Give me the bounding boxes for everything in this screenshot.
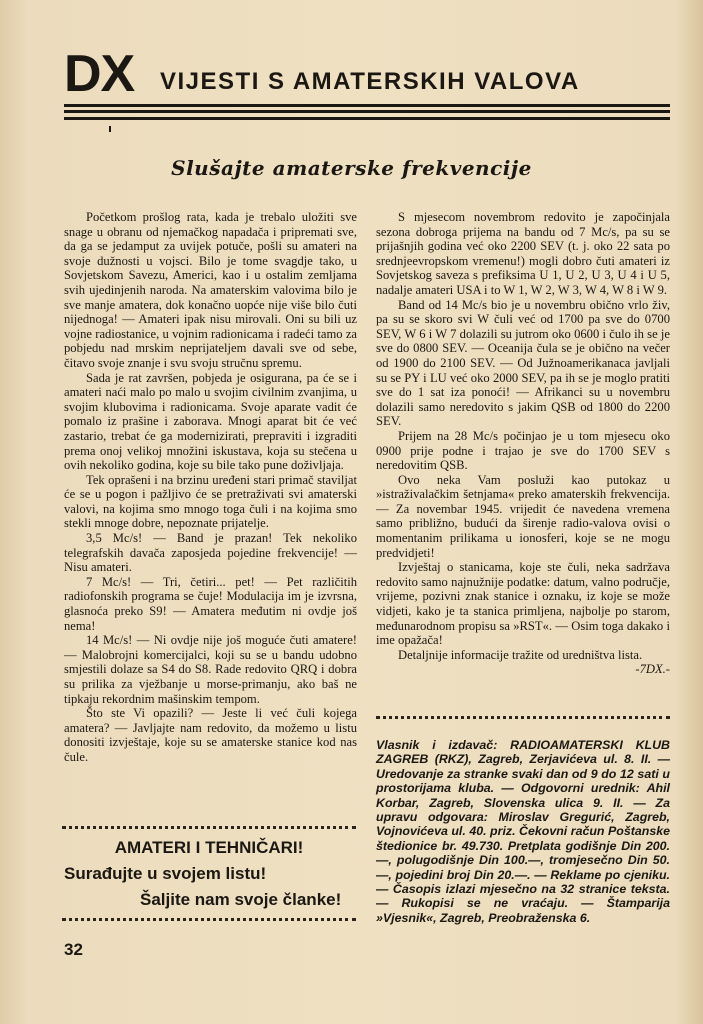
paragraph: 7 Mc/s! — Tri, četiri... pet! — Pet različitih radiofonskih programa se čuje! Modulacija im je izvrsna, glasnoća preko S9! — Amatera međutim ni ovdje još nema!	[64, 574, 357, 633]
paragraph: Što ste Vi opazili? — Jeste li već čuli kojega amatera? — Javljajte nam redovito, da možemo u listu donositi izvještaje, koje su se amaterske stanice kod nas čule.	[64, 706, 357, 764]
promo-line-2: Šaljite nam svoje članke!	[140, 890, 342, 909]
impressum-dotted-rule	[376, 716, 670, 719]
header-rule-middle	[64, 110, 670, 113]
page-number: 32	[64, 940, 83, 959]
impressum: Vlasnik i izdavač: RADIOAMATERSKI KLUB ZAGREB (RKZ), Zagreb, Zerjavićeva ul. 8. II. — Uredovanje za stranke svaki dan od 9 do 12 sati u prostorijama kluba. — Odgovorni urednik: Ahil Korbar, Zagreb, Slovenska ulica 9. II. — Za upravu odgovara: Miroslav Gregurić, Zagreb, Vojnovićeva ul. 40. priz. Čekovni račun Poštanske štedionice br. 49.730. Pretplata godišnje Din 200.—, polugodišnje Din 100.—, tromjesečno Din 50.—, pojedini broj Din 20.—. — Reklame po cjeniku. — Časopis izlazi mjesečno na 32 stranice teksta. — Rukopisi se ne vraćaju. — Štamparija »Vjesnik«, Zagreb, Preobraženska 6.	[376, 738, 670, 925]
paragraph: Detaljnije informacije tražite od uredništva lista.	[398, 647, 643, 662]
promo-dotted-rule-top	[62, 826, 356, 829]
paragraph: Izvještaj o stanicama, koje ste čuli, neka sadržava redovito samo najnužnije podatke: datum, valno područje, vrijeme, pozivni znak stanice i oznaku, iz koje se može vidjeti, kako je ta stanica primljena, najbolje po starom, međunarodnom propisu sa »RST«. — Osim toga dakako i ime opažača!	[376, 560, 670, 648]
paragraph: 3,5 Mc/s! — Band je prazan! Tek nekoliko telegrafskih davača zaposjeda pojedine frekvencije! — Nisu amateri.	[64, 531, 357, 575]
author-signature: -7DX.-	[635, 662, 670, 677]
article-subheading: Slušajte amaterske frekvencije	[171, 156, 532, 180]
promo-title: AMATERI I TEHNIČARI!	[114, 838, 304, 857]
paragraph: Tek oprašeni i na brzinu uređeni stari primač staviljat će se u pogon i pažljivo će se pretraživati svi amaterski valovi, na kojima smo mnogo toga čuli i na kojima smo stekli mnoge dobre, nepoznate prijatelje.	[64, 472, 357, 531]
paragraph: Početkom prošlog rata, kada je trebalo uložiti sve snage u obranu od njemačkog napadača i pripremati sve, da ga se jedamput za uvijek potuče, pošli su amateri na svoje dužnosti u vojsci. Bilo je tome svagdje tako, u Sovjetskom Savezu, Americi, kao i u ostalim zemljama svih ujedinjenih naroda. Na amaterskim valovima bilo je sve manje amatera, dok konačno uopće nije više bilo čuti nijednoga! — Amateri ipak nisu mirovali. Oni su bili uz vojne radiostanice, u vojnim radionicama i radeći tamo za pobjedu nad mrskim neprijateljem davali sve od sebe, čitavo svoje znanje i svu svoju stručnu spremu.	[64, 210, 357, 370]
paragraph: Prijem na 28 Mc/s počinjao je u tom mjesecu oko 0900 prije podne i trajao je sve do 1700 SEV s neredovitim QSB.	[376, 428, 670, 473]
paragraph: Band od 14 Mc/s bio je u novembru obično vrlo živ, pa su se skoro svi W čuli već od 1700 pa sve do 0700 SEV, W 6 i W 7 dolazili su jutrom oko 0600 i čulo ih se je sve do 0800 SEV. — Oceanija čula se je obično na večer od 1900 do 2100 SEV. — Od Južnoamerikanaca javljali su se PY i LU već oko 2000 SEV, pa ih se je moglo pratiti sve do 1 sat iza ponoći! — Afrikanci su u novembru dolazili samo neredovito s jakim QSB od 1800 do 2200 SEV.	[376, 297, 670, 429]
left-column	[64, 210, 357, 765]
paragraph: Ovo neka Vam posluži kao putokaz u »istraživalačkim šetnjama« preko amaterskih frekvencija. — Za novembar 1945. vrijedit će navedena vremena samo približno, budući da širenje radio-valova ovisi o momentanim prilikama u ionosferi, koje se ne mogu predvidjeti!	[376, 472, 670, 560]
header-rule-bottom	[64, 117, 670, 120]
right-column	[376, 210, 670, 677]
dx-logo: DX	[64, 45, 135, 103]
promo-line-1: Surađujte u svojem listu!	[64, 864, 267, 883]
paragraph: S mjesecom novembrom redovito je započinjala sezona dobroga prijema na bandu od 7 Mc/s, pa su se prijašnjih godina već oko 2200 SEV (t. j. oko 22 sata po srednjeevropskom vremenu!) mogli dobro čuti amateri iz Sovjetskog saveza s prefiksima U 1, U 2, U 3, U 4 i U 5, nadalje amateri USA i to W 1, W 2, W 3, W 4, W 8 i W 9.	[376, 210, 670, 297]
paragraph: 14 Mc/s! — Ni ovdje nije još moguće čuti amatere! — Malobrojni komercijalci, koji su se u bandu udobno smjestili dolaze sa S4 do S8. Rade redovito QRQ i dobra su prilika za vježbanje u morse-primanju, ako baš ne tipkaju rekordnim mašinskim tempom.	[64, 633, 357, 706]
paragraph: Sada je rat završen, pobjeda je osigurana, pa će se i amateri naći malo po malo u svojim civilnim zvanjima, u svojim klubovima i radionicama. Svoje aparate vadit će pomalo iz prašine i zaborava. Mnogi aparat bit će već zastario, trebat će ga modernizirati, prepraviti i izgraditi prema onoj velikoj množini iskustava, koja su stečena u ovih nekoliko godina, koje su bile tako pune doživljaja.	[64, 370, 357, 473]
header-rule-top	[64, 104, 670, 107]
header-tick-mark	[109, 126, 111, 132]
promo-dotted-rule-bottom	[62, 918, 356, 921]
section-title: VIJESTI S AMATERSKIH VALOVA	[160, 68, 580, 95]
